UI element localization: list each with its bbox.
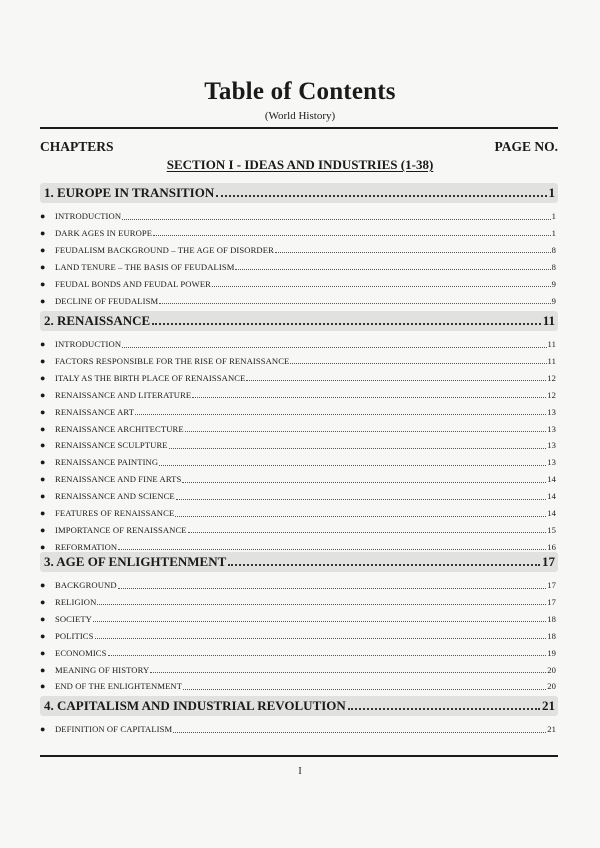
dot-leader [176, 499, 546, 500]
bullet-icon: ● [40, 724, 46, 734]
entry-title: END OF THE ENLIGHTENMENT [55, 681, 183, 692]
chapter-page-number: 17 [542, 554, 555, 569]
dot-leader [95, 638, 547, 639]
entry-title: DECLINE OF FEUDALISM [55, 295, 159, 306]
bullet-icon: ● [40, 339, 46, 349]
dot-leader [122, 347, 546, 348]
entry-page-number: 8 [551, 261, 556, 272]
dot-leader [290, 363, 546, 364]
dot-leader [118, 549, 546, 550]
toc-entry[interactable] [40, 370, 558, 386]
entry-page-number: 20 [547, 664, 556, 675]
dot-leader [159, 465, 546, 466]
chapter-title: 1. EUROPE IN TRANSITION [44, 185, 215, 200]
toc-entry[interactable] [40, 488, 558, 504]
dot-leader [152, 323, 541, 325]
bullet-icon: ● [40, 630, 46, 641]
entry-title: REFORMATION [55, 541, 118, 552]
bullet-icon: ● [40, 423, 46, 434]
entry-page-number: 15 [547, 524, 556, 535]
entry-title: IMPORTANCE OF RENAISSANCE [55, 524, 187, 535]
entry-title: BACKGROUND [55, 580, 117, 590]
chapter-title: 2. RENAISSANCE [44, 313, 151, 328]
entry-page-number: 11 [547, 339, 556, 349]
section-title: SECTION I - IDEAS AND INDUSTRIES (1-38) [166, 157, 434, 172]
toc-entry[interactable] [40, 505, 558, 521]
chapter-heading[interactable] [40, 183, 558, 203]
dot-leader [182, 482, 546, 483]
entry-page-number: 18 [547, 613, 556, 624]
toc-entry[interactable] [40, 387, 558, 403]
bullet-icon: ● [40, 541, 46, 552]
bullet-icon: ● [40, 681, 46, 692]
bullet-icon: ● [40, 491, 46, 502]
toc-entry[interactable] [40, 276, 558, 292]
dot-leader [159, 303, 550, 304]
bullet-icon: ● [40, 524, 46, 535]
toc-entry[interactable] [40, 454, 558, 470]
dot-leader [185, 431, 547, 432]
entry-title: SOCIETY [55, 613, 92, 624]
entry-page-number: 14 [547, 508, 556, 518]
bullet-icon: ● [40, 580, 46, 590]
bullet-icon: ● [40, 647, 46, 658]
dot-leader [97, 604, 546, 605]
entry-page-number: 12 [547, 389, 556, 400]
bullet-icon: ● [40, 355, 46, 366]
page-subtitle: (World History) [264, 110, 336, 122]
entry-page-number: 1 [551, 227, 556, 238]
dot-leader [108, 655, 547, 656]
bullet-icon: ● [40, 596, 46, 607]
dot-leader [93, 621, 546, 622]
chapter-title: 3. AGE OF ENLIGHTENMENT [44, 554, 227, 569]
entry-page-number: 19 [547, 647, 556, 658]
dot-leader [192, 397, 546, 398]
toc-entry[interactable] [40, 336, 558, 352]
entry-title: RENAISSANCE AND LITERATURE [55, 389, 192, 400]
entry-title: RENAISSANCE AND SCIENCE [55, 491, 175, 502]
entry-page-number: 13 [547, 457, 556, 468]
entry-page-number: 11 [547, 355, 556, 366]
toc-entry[interactable] [40, 293, 558, 309]
entry-title: FEUDALISM BACKGROUND – THE AGE OF DISORDER [55, 244, 274, 255]
entry-page-number: 21 [547, 724, 556, 734]
entry-page-number: 13 [547, 406, 556, 417]
entry-title: POLITICS [55, 630, 94, 641]
entry-title: LAND TENURE – THE BASIS OF FEUDALISM [55, 261, 235, 272]
chapters-column-header: CHAPTERS [40, 139, 114, 154]
entry-title: FACTORS RESPONSIBLE FOR THE RISE OF RENAISSANCE [55, 355, 290, 366]
toc-entry[interactable] [40, 678, 558, 694]
chapter-heading[interactable] [40, 311, 558, 331]
entry-title: RELIGION [55, 596, 97, 607]
entry-page-number: 13 [547, 440, 556, 451]
toc-entry[interactable] [40, 225, 558, 241]
top-rule [40, 127, 558, 129]
entry-page-number: 12 [547, 372, 556, 383]
entry-page-number: 16 [547, 541, 556, 552]
dot-leader [118, 588, 547, 589]
toc-entry[interactable] [40, 628, 558, 644]
entry-page-number: 14 [547, 491, 556, 502]
toc-entry[interactable] [40, 242, 558, 258]
bullet-icon: ● [40, 440, 46, 451]
entry-title: FEUDAL BONDS AND FEUDAL POWER [55, 278, 212, 289]
dot-leader [246, 380, 546, 381]
dot-leader [153, 235, 550, 236]
dot-leader [150, 672, 546, 673]
entry-page-number: 20 [547, 681, 556, 692]
toc-entry[interactable] [40, 404, 558, 420]
toc-entry[interactable] [40, 611, 558, 627]
entry-title: ITALY AS THE BIRTH PLACE OF RENAISSANCE [55, 372, 246, 383]
bullet-icon: ● [40, 508, 46, 518]
entry-page-number: 9 [551, 278, 556, 289]
entry-page-number: 17 [547, 580, 556, 590]
toc-entry[interactable] [40, 522, 558, 538]
entry-title: RENAISSANCE ARCHITECTURE [55, 423, 184, 434]
toc-entry[interactable] [40, 471, 558, 487]
toc-entry[interactable] [40, 208, 558, 224]
entry-title: DARK AGES IN EUROPE [55, 227, 153, 238]
dot-leader [348, 708, 540, 710]
bullet-icon: ● [40, 457, 46, 468]
page-no-column-header: PAGE NO. [494, 139, 558, 154]
toc-entry[interactable] [40, 577, 558, 593]
bullet-icon: ● [40, 406, 46, 417]
bullet-icon: ● [40, 278, 46, 289]
entry-page-number: 14 [547, 474, 556, 485]
entry-page-number: 1 [551, 211, 556, 221]
bullet-icon: ● [40, 227, 46, 238]
chapter-page-number: 21 [542, 698, 555, 713]
entry-title: INTRODUCTION [55, 211, 122, 221]
page-number: I [298, 766, 302, 777]
chapter-title: 4. CAPITALISM AND INDUSTRIAL REVOLUTION [44, 698, 346, 713]
entry-page-number: 8 [551, 244, 556, 255]
toc-entry[interactable] [40, 645, 558, 661]
chapter-heading[interactable] [40, 696, 558, 716]
toc-entry[interactable] [40, 594, 558, 610]
bullet-icon: ● [40, 613, 46, 624]
bullet-icon: ● [40, 664, 46, 675]
bullet-icon: ● [40, 295, 46, 306]
bullet-icon: ● [40, 474, 46, 485]
chapter-heading[interactable] [40, 552, 558, 572]
bullet-icon: ● [40, 261, 46, 272]
bullet-icon: ● [40, 211, 46, 221]
toc-entry[interactable] [40, 662, 558, 678]
entry-page-number: 18 [547, 630, 556, 641]
page-title: Table of Contents [204, 78, 396, 105]
entry-title: INTRODUCTION [55, 339, 122, 349]
bullet-icon: ● [40, 389, 46, 400]
toc-entry[interactable] [40, 259, 558, 275]
dot-leader [275, 252, 551, 253]
toc-entry[interactable] [40, 353, 558, 369]
entry-page-number: 17 [547, 596, 556, 607]
entry-title: RENAISSANCE AND FINE ARTS [55, 474, 182, 485]
entry-title: DEFINITION OF CAPITALISM [55, 724, 173, 734]
entry-page-number: 13 [547, 423, 556, 434]
bullet-icon: ● [40, 244, 46, 255]
toc-entry[interactable] [40, 421, 558, 437]
bullet-icon: ● [40, 372, 46, 383]
dot-leader [183, 689, 546, 690]
bottom-rule [40, 755, 558, 757]
dot-leader [212, 286, 551, 287]
entry-title: ECONOMICS [55, 647, 107, 658]
chapter-page-number: 1 [548, 185, 555, 200]
toc-entry[interactable] [40, 437, 558, 453]
dot-leader [135, 414, 546, 415]
entry-title: FEATURES OF RENAISSANCE [55, 508, 175, 518]
chapter-page-number: 11 [542, 313, 555, 328]
entry-title: RENAISSANCE SCULPTURE [55, 440, 168, 451]
dot-leader [188, 532, 547, 533]
dot-leader [175, 516, 546, 517]
entry-title: MEANING OF HISTORY [55, 664, 150, 675]
dot-leader [169, 448, 547, 449]
entry-title: RENAISSANCE PAINTING [55, 457, 159, 468]
dot-leader [122, 219, 550, 220]
dot-leader [173, 732, 546, 733]
dot-leader [228, 564, 540, 566]
toc-entry[interactable] [40, 721, 558, 737]
entry-title: RENAISSANCE ART [55, 406, 135, 417]
entry-page-number: 9 [551, 295, 556, 306]
dot-leader [235, 269, 550, 270]
dot-leader [216, 195, 546, 197]
